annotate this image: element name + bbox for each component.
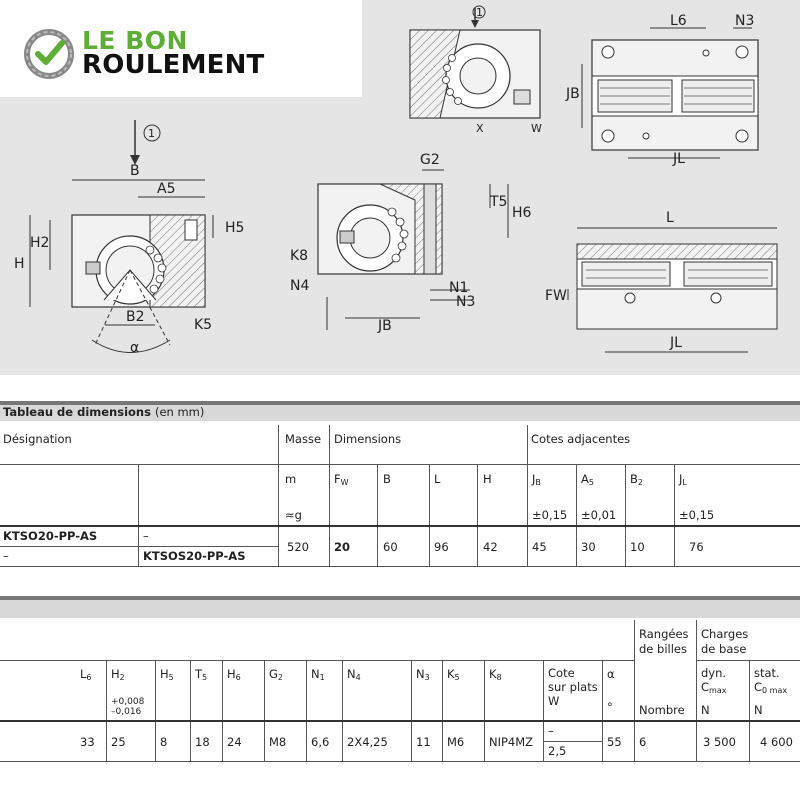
th-nombre: Nombre [639, 703, 685, 717]
label-K5: K5 [194, 317, 213, 333]
th-charges-de-base: Charges de base [701, 627, 749, 656]
value-L: 96 [434, 540, 449, 554]
t2-vline [190, 660, 191, 761]
t2-vline [155, 660, 156, 761]
t2-vline [442, 660, 443, 761]
value-alpha: 55 [607, 735, 622, 749]
label-JB: JB [378, 318, 392, 334]
label-X: X [476, 122, 484, 135]
th-JB: $J_B$ [532, 472, 541, 487]
th-approx-g: ≈g [285, 508, 302, 522]
label-L: L [666, 210, 674, 226]
th-N4: $N_4$ [347, 667, 361, 682]
label-JL: JL [670, 335, 682, 351]
value-B2: 10 [630, 540, 645, 554]
label-L6: L6 [670, 13, 687, 29]
value-FW: 20 [334, 540, 351, 554]
t2-vline [634, 620, 635, 761]
drawing-side-section [318, 170, 508, 330]
technical-drawings [0, 0, 800, 375]
th-B2: $B_2$ [630, 472, 643, 487]
th-alpha: α [607, 667, 615, 681]
t1-vline [377, 465, 378, 567]
t2-vline [696, 620, 697, 761]
label-ref-1b: 1 [476, 6, 483, 19]
th-A5: $A_5$ [581, 472, 594, 487]
label-H6: H6 [512, 205, 532, 221]
logo-text-line1: LE BON [82, 26, 188, 55]
label-H: H [14, 256, 25, 272]
value-stat: 4 600 [760, 735, 793, 749]
t2-hline [0, 660, 634, 661]
value-masse: 520 [287, 540, 309, 554]
label-JL-top: JL [673, 151, 685, 167]
t2-vline [264, 660, 265, 761]
th-L: L [434, 472, 441, 486]
t2-hline [543, 741, 602, 742]
value-G2: M8 [269, 735, 287, 749]
th-designation: Désignation [3, 432, 72, 446]
t1-hline [0, 546, 278, 547]
t2-vline [484, 660, 485, 761]
bearing-check-icon [24, 29, 74, 79]
drawing-plan-view [582, 28, 758, 158]
table2-title-bar [0, 600, 800, 618]
value-H: 42 [483, 540, 498, 554]
label-N1: N1 [449, 280, 469, 296]
value-K5: M6 [447, 735, 465, 749]
brand-logo [0, 0, 362, 97]
value-T5: 18 [195, 735, 210, 749]
designation-ktso20-alt: – [143, 529, 149, 543]
label-B2: B2 [126, 309, 145, 325]
th-stat-c0max: stat. $C_{0 max}$ [754, 666, 788, 695]
th-T5: $T_5$ [195, 667, 208, 682]
t2-vline [602, 660, 603, 761]
label-A5: A5 [157, 181, 176, 197]
th-N3: $N_3$ [416, 667, 430, 682]
label-N4: N4 [290, 278, 310, 294]
th-H6: $H_6$ [227, 667, 241, 682]
t1-vline [576, 465, 577, 567]
label-K8: K8 [290, 248, 309, 264]
value-K8: NIP4MZ [489, 735, 534, 749]
logo-text-line2: ROULEMENT [82, 50, 265, 80]
drawing-long-view [568, 228, 777, 352]
t1-hline [0, 525, 800, 527]
th-G2: $G_2$ [269, 667, 284, 682]
label-W: W [531, 122, 542, 135]
t1-vline [625, 465, 626, 567]
t2-vline [342, 660, 343, 761]
label-alpha: α [130, 340, 140, 356]
value-N4: 2X4,25 [347, 735, 388, 749]
t2-hline [0, 761, 800, 762]
th-dimensions: Dimensions [334, 432, 402, 446]
th-JL: $J_L$ [679, 472, 687, 487]
th-cote-sur-plats: Cote sur plats W [548, 666, 598, 708]
label-H2: H2 [30, 235, 50, 251]
t1-vline [477, 465, 478, 567]
th-unit-N-dyn: N [701, 703, 710, 717]
t2-hline [696, 660, 800, 661]
value-N1: 6,6 [311, 735, 330, 749]
value-N3: 11 [416, 735, 431, 749]
th-K5: $K_5$ [447, 667, 460, 682]
label-T5: T5 [490, 194, 508, 210]
label-N3-top: N3 [735, 13, 755, 29]
th-H5: $H_5$ [160, 667, 174, 682]
tol-A5: ±0,01 [581, 508, 617, 522]
t1-hline [0, 566, 800, 567]
t2-vline [543, 660, 544, 761]
t1-vline [674, 465, 675, 567]
t1-vline [278, 425, 279, 567]
th-dyn-cmax: dyn. $C_{max}$ [701, 666, 727, 695]
value-W-2: 2,5 [548, 744, 567, 758]
t1-vline [527, 425, 528, 567]
t2-vline [749, 660, 750, 761]
value-JL: 76 [689, 540, 704, 554]
th-masse: Masse [285, 432, 322, 446]
label-H5: H5 [225, 220, 245, 236]
th-B: B [383, 472, 391, 486]
label-B: B [130, 163, 140, 179]
t1-hline [0, 464, 800, 465]
value-A5: 30 [581, 540, 596, 554]
label-ref-1: 1 [148, 127, 155, 140]
value-dyn: 3 500 [703, 735, 736, 749]
designation-ktso20: KTSO20-PP-AS [3, 529, 98, 543]
t2-vline [222, 660, 223, 761]
value-JB: 45 [532, 540, 547, 554]
designation-dash: – [3, 549, 9, 563]
tol-JB: ±0,15 [532, 508, 568, 522]
th-H2: $H_2$ [111, 667, 125, 682]
th-cotes-adjacentes: Cotes adjacentes [531, 432, 631, 446]
t2-vline [411, 660, 412, 761]
label-FW: FW [545, 288, 567, 304]
label-N3: N3 [456, 294, 476, 310]
label-G2: G2 [420, 152, 440, 168]
label-JB-top: JB [566, 86, 580, 102]
th-K8: $K_8$ [489, 667, 502, 682]
th-FW: $F_W$ [334, 472, 349, 487]
t1-vline [429, 465, 430, 567]
value-rangees: 6 [639, 735, 647, 749]
value-H5: 8 [160, 735, 168, 749]
t2-vline [106, 660, 107, 761]
drawing-front-view [30, 120, 213, 353]
th-L6: $L_6$ [80, 667, 92, 682]
drawing-top-section [410, 8, 540, 118]
th-N1: $N_1$ [311, 667, 325, 682]
th-unit-N-stat: N [754, 703, 763, 717]
th-rangees-de-billes: Rangées de billes [639, 627, 689, 656]
value-L6: 33 [80, 735, 95, 749]
t1-vline [329, 425, 330, 567]
value-H2: 25 [111, 735, 126, 749]
t2-vline [306, 660, 307, 761]
designation-ktsos20: KTSOS20-PP-AS [143, 549, 246, 563]
th-m: m [285, 472, 297, 486]
value-H6: 24 [227, 735, 242, 749]
t2-hline [0, 720, 800, 722]
value-W-1: – [548, 724, 554, 738]
table1-title: Tableau de dimensions (en mm) [3, 405, 205, 419]
tol-JL: ±0,15 [679, 508, 715, 522]
th-H: H [483, 472, 492, 486]
value-B: 60 [383, 540, 398, 554]
th-alpha-unit: ° [607, 700, 613, 714]
tol-H2: +0,008 –0,016 [111, 697, 145, 717]
t1-vline [138, 465, 139, 567]
